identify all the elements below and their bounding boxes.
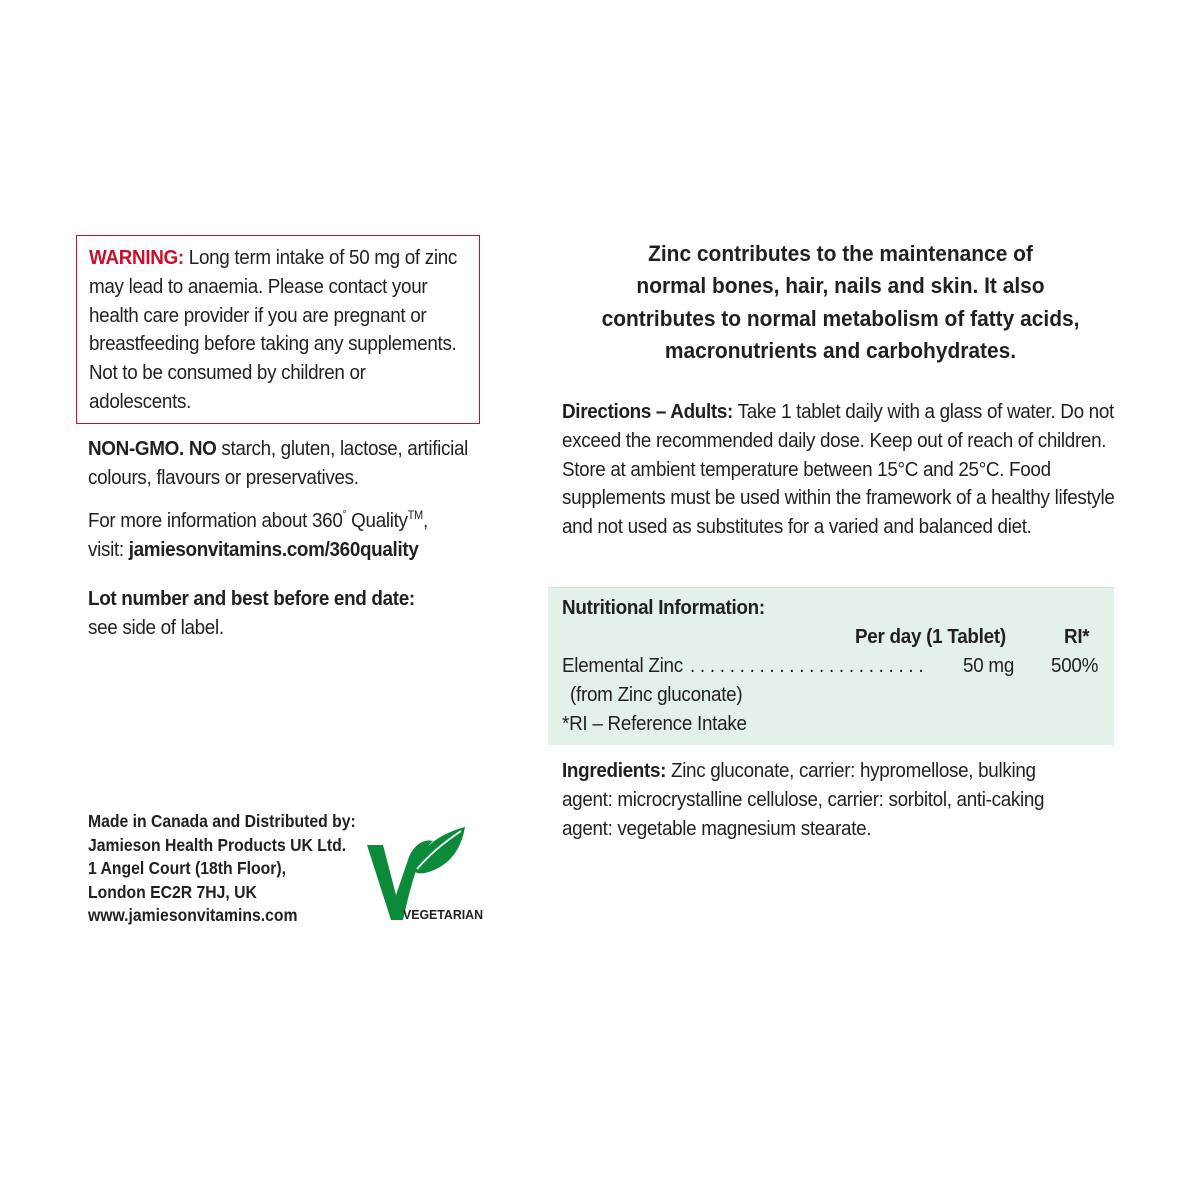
warning-label: WARNING: bbox=[89, 246, 184, 269]
directions-label: Directions – Adults: bbox=[562, 400, 734, 423]
distributor-line-3: 1 Angel Court (18th Floor), bbox=[88, 858, 287, 878]
comma: , bbox=[422, 509, 428, 532]
degree-mark: ° bbox=[342, 509, 347, 521]
distributor-line-4: London EC2R 7HJ, UK bbox=[88, 881, 257, 902]
ingredients-label: Ingredients: bbox=[562, 759, 667, 782]
distributor-line-1: Made in Canada and Distributed by: bbox=[88, 811, 356, 831]
left-column bbox=[76, 235, 486, 925]
ingredients-text: Zinc gluconate, carrier: hypromellose, bulking agent: microcrystalline cellulose, carrier: sorbitol, anti-caking agent: vegetable magnesium stearate. bbox=[562, 759, 1045, 840]
lot-label: Lot number and best before end date: bbox=[88, 587, 415, 610]
non-gmo-statement bbox=[88, 435, 474, 493]
ingredients bbox=[562, 757, 1077, 843]
vegetarian-label: VEGETARIAN bbox=[403, 908, 483, 922]
non-gmo-label: NON-GMO. NO bbox=[88, 437, 217, 460]
health-claim bbox=[568, 238, 1112, 367]
claim-line-3: contributes to normal metabolism of fatty acids, bbox=[601, 305, 1080, 331]
more-info-statement bbox=[88, 507, 474, 565]
quality-url-link[interactable]: jamiesonvitamins.com/360quality bbox=[128, 537, 419, 561]
nutrition-header-ri: RI* bbox=[1064, 625, 1090, 648]
right-column bbox=[548, 235, 1133, 840]
lot-text: see side of label. bbox=[88, 615, 224, 639]
warning-text bbox=[89, 244, 466, 417]
more-info-text: For more information about 360 bbox=[88, 509, 343, 532]
nutrition-title: Nutritional Information: bbox=[562, 596, 765, 619]
nutrition-row-dots: . . . . . . . . . . . . . . . . . . . . . . . . bbox=[690, 654, 924, 677]
claim-line-2: normal bones, hair, nails and skin. It also bbox=[636, 273, 1045, 299]
lot-info bbox=[88, 585, 474, 643]
nutrition-footnote: *RI – Reference Intake bbox=[562, 712, 747, 735]
vegetarian-logo bbox=[363, 825, 488, 925]
trademark-mark: TM bbox=[407, 508, 423, 522]
distributor-website-link[interactable]: www.jamiesonvitamins.com bbox=[88, 905, 298, 925]
directions-text: Take 1 tablet daily with a glass of water. Do not exceed the recommended daily dose. Keep out of reach of children. Store at ambient temperature between 15°C and 25°C. Food supplements must be used within the framework of a healthy lifestyle and not used as substitutes for a varied and balanced diet. bbox=[562, 400, 1115, 539]
visit-text: visit: bbox=[88, 537, 129, 561]
claim-line-1: Zinc contributes to the maintenance of bbox=[648, 241, 1033, 266]
quality-text: Quality bbox=[346, 509, 408, 532]
nutrition-header-per-day: Per day (1 Tablet) bbox=[855, 625, 1006, 648]
non-gmo-body: starch, gluten, lactose, artificial colours, flavours or preservatives. bbox=[88, 437, 468, 489]
directions bbox=[562, 398, 1123, 542]
nutrition-row-name: Elemental Zinc bbox=[562, 654, 683, 677]
warning-body: Long term intake of 50 mg of zinc may lead to anaemia. Please contact your health care provider if you are pregnant or breastfeeding before taking any supplements. Not to be consumed by children or adolescents. bbox=[89, 246, 458, 413]
distributor-info bbox=[88, 810, 376, 928]
warning-box bbox=[76, 235, 480, 424]
nutrition-row-source: (from Zinc gluconate) bbox=[570, 683, 743, 706]
nutrition-row-amount: 50 mg bbox=[963, 654, 1015, 677]
nutrition-row-ri: 500% bbox=[1051, 654, 1099, 677]
claim-line-4: macronutrients and carbohydrates. bbox=[664, 337, 1017, 363]
nutrition-panel bbox=[548, 587, 1114, 745]
distributor-line-2: Jamieson Health Products UK Ltd. bbox=[88, 834, 347, 855]
